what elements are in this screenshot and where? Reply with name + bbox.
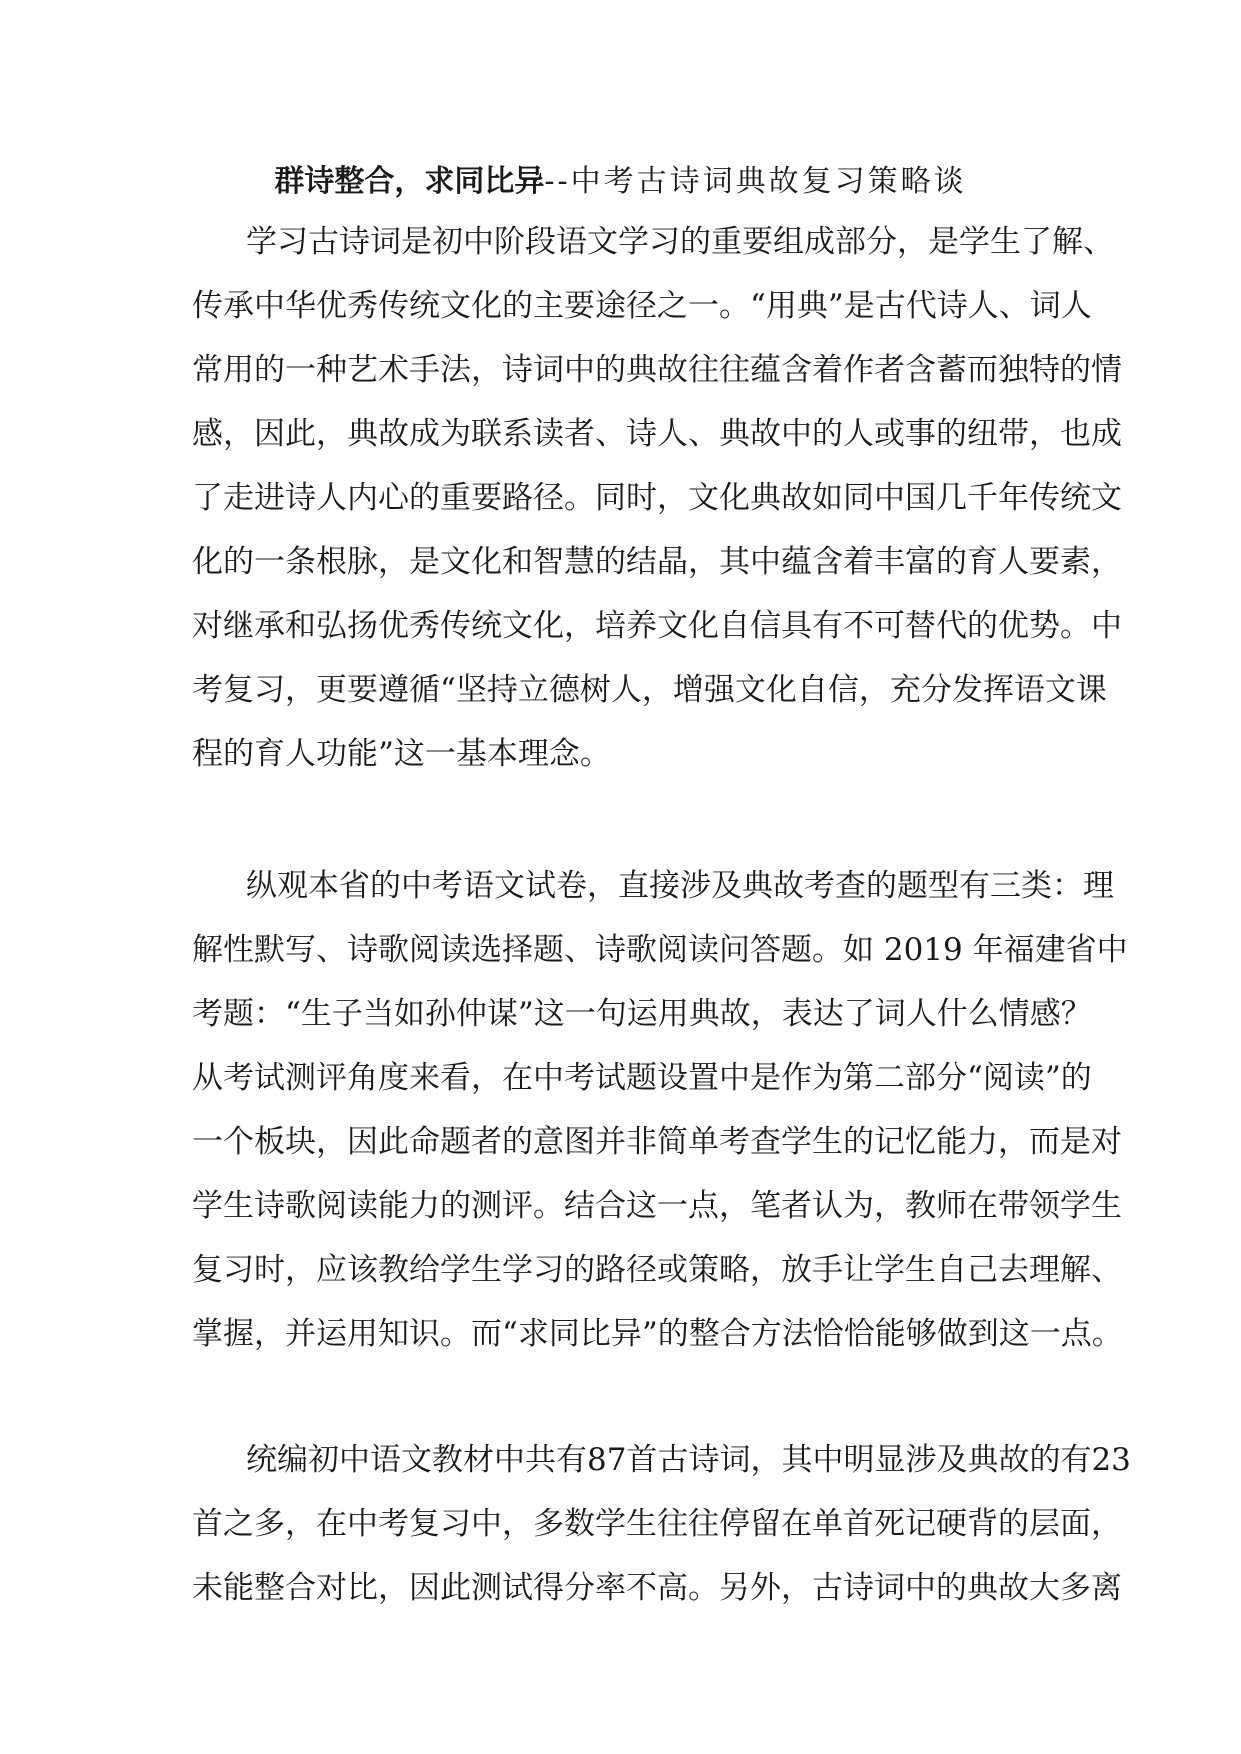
title-subtitle: --中考古诗词典故复习策略谈 xyxy=(544,164,967,199)
paragraph-line: 对继承和弘扬优秀传统文化，培养文化自信具有不可替代的优势。中 xyxy=(192,608,1122,644)
paragraph-line: 未能整合对比，因此测试得分率不高。另外，古诗词中的典故大多离 xyxy=(192,1570,1122,1606)
paragraph-line: 传承中华优秀传统文化的主要途径之一。“用典”是古代诗人、词人 xyxy=(192,288,1092,324)
paragraph-line: 考复习，更要遵循“坚持立德树人，增强文化自信，充分发挥语文课 xyxy=(192,672,1107,708)
paragraph-line: 常用的一种艺术手法，诗词中的典故往往蕴含着作者含蓄而独特的情 xyxy=(192,352,1122,388)
paragraph-line: 首之多，在中考复习中，多数学生往往停留在单首死记硬背的层面， xyxy=(192,1506,1122,1542)
paragraph-3 xyxy=(192,1428,1131,1620)
paragraph-line: 掌握，并运用知识。而“求同比异”的整合方法恰恰能够做到这一点。 xyxy=(192,1316,1123,1352)
paragraph-line: 从考试测评角度来看，在中考试题设置中是作为第二部分“阅读”的 xyxy=(192,1060,1092,1096)
paragraph-line: 感，因此，典故成为联系读者、诗人、典故中的人或事的纽带，也成 xyxy=(192,416,1122,452)
paragraph-line: 程的育人功能”这一基本理念。 xyxy=(192,736,611,772)
title-main: 群诗整合，求同比异 xyxy=(274,164,545,199)
paragraph-2 xyxy=(192,854,1128,1366)
paragraph-line: 考题：“生子当如孙仲谋”这一句运用典故，表达了词人什么情感？ xyxy=(192,996,1092,1032)
paragraph-line: 化的一条根脉，是文化和智慧的结晶，其中蕴含着丰富的育人要素， xyxy=(192,544,1122,580)
paragraph-line: 一个板块，因此命题者的意图并非简单考查学生的记忆能力，而是对 xyxy=(192,1124,1122,1160)
paragraph-line: 复习时，应该教给学生学习的路径或策略，放手让学生自己去理解、 xyxy=(192,1252,1122,1288)
paragraph-line: 了走进诗人内心的重要路径。同时，文化典故如同中国几千年传统文 xyxy=(192,480,1122,516)
paragraph-line: 统编初中语文教材中共有87首古诗词，其中明显涉及典故的有23 xyxy=(246,1442,1131,1478)
document-title xyxy=(0,160,1241,204)
paragraph-line: 学生诗歌阅读能力的测评。结合这一点，笔者认为，教师在带领学生 xyxy=(192,1188,1122,1224)
paragraph-line: 解性默写、诗歌阅读选择题、诗歌阅读问答题。如 2019 年福建省中 xyxy=(192,932,1128,968)
paragraph-1 xyxy=(192,210,1122,786)
paragraph-line: 纵观本省的中考语文试卷，直接涉及典故考查的题型有三类：理 xyxy=(246,868,1114,904)
paragraph-line: 学习古诗词是初中阶段语文学习的重要组成部分，是学生了解、 xyxy=(246,224,1114,260)
